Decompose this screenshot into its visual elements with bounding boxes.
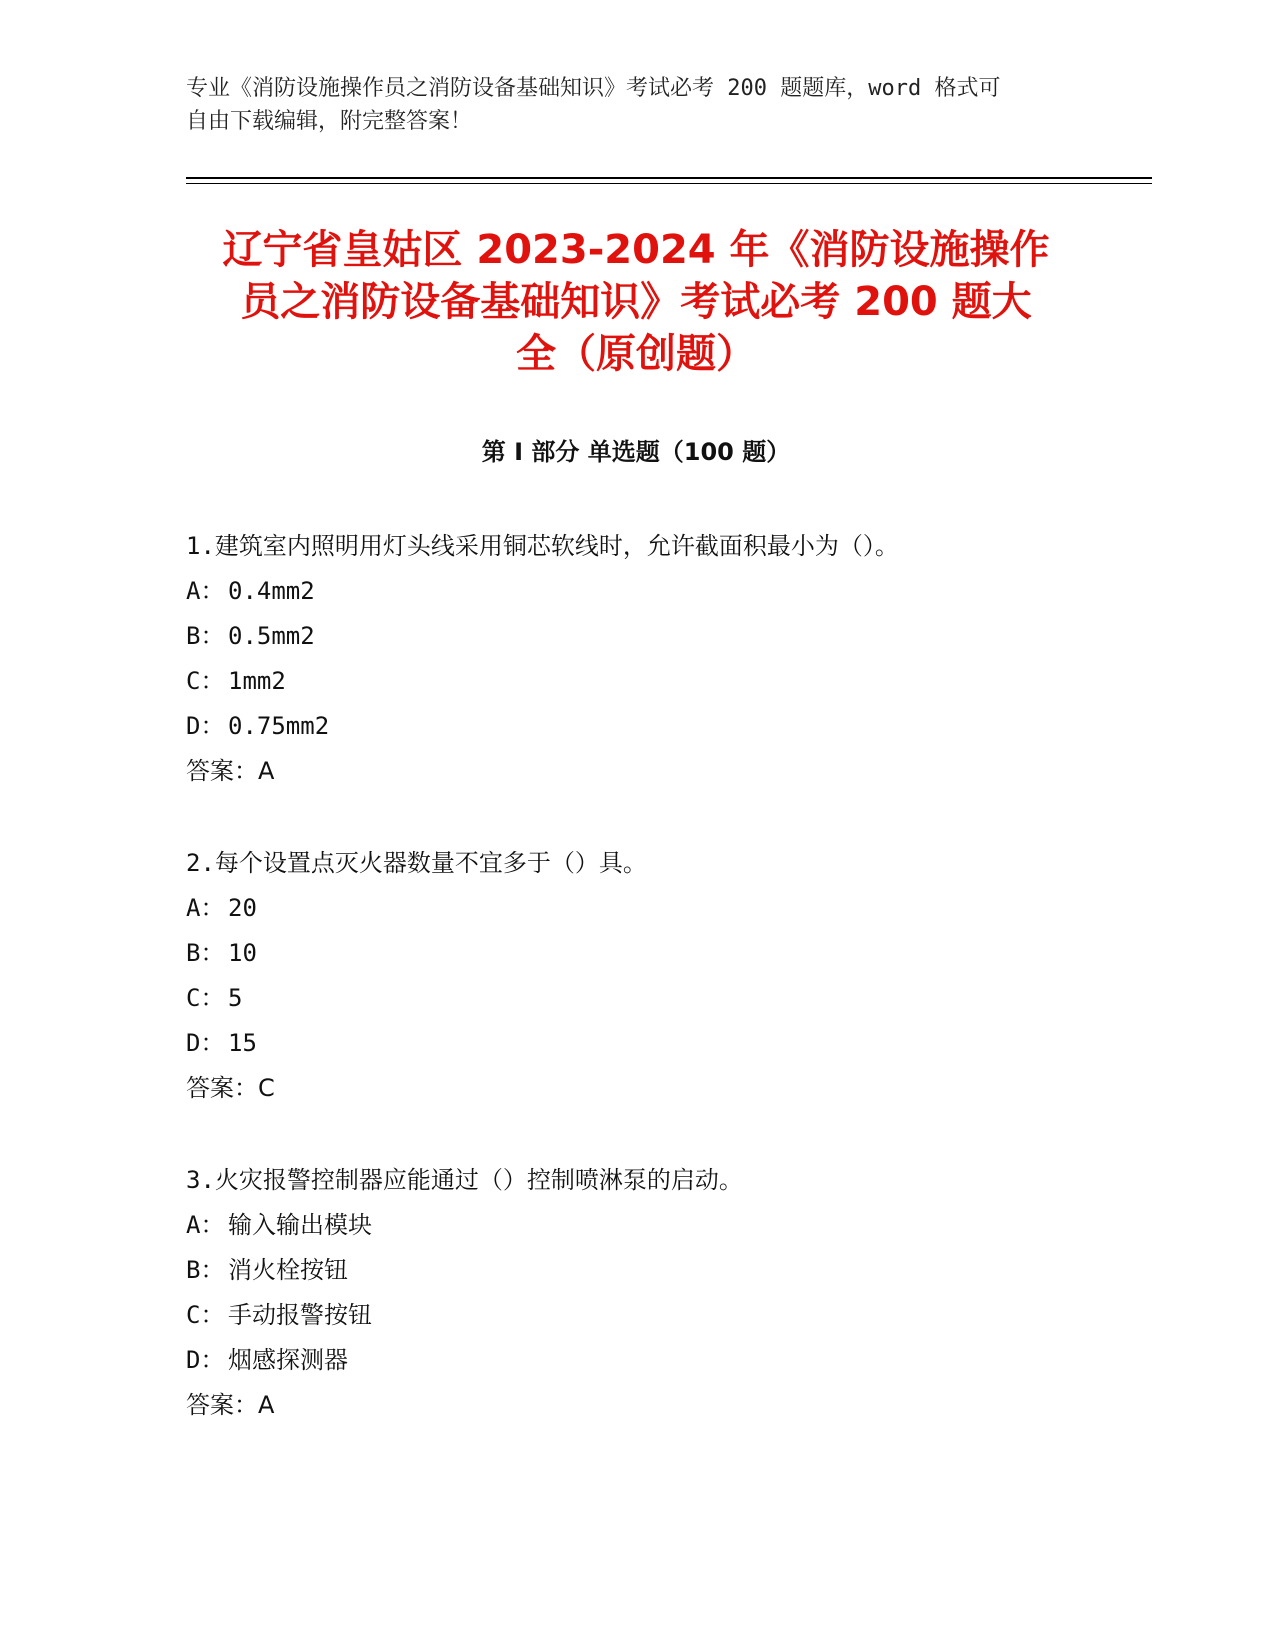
option-c <box>186 659 1146 704</box>
divider-thin-line <box>186 183 1152 184</box>
answer: 答案：A <box>186 757 275 785</box>
option-key: B： <box>186 1256 225 1284</box>
option-value: 手动报警按钮 <box>228 1301 372 1329</box>
document-title <box>186 224 1086 380</box>
option-value: 20 <box>228 894 257 922</box>
option-value: 烟感探测器 <box>228 1346 348 1374</box>
option-d <box>186 1338 1146 1383</box>
option-d <box>186 1021 1146 1066</box>
answer: 答案：A <box>186 1391 275 1419</box>
header-note-line-2: 自由下载编辑，附完整答案！ <box>186 109 473 134</box>
option-b <box>186 614 1146 659</box>
option-value: 消火栓按钮 <box>228 1256 348 1284</box>
option-key: B： <box>186 622 225 650</box>
option-key: A： <box>186 1211 225 1239</box>
divider-thick-line <box>186 177 1152 179</box>
option-value: 0.75mm2 <box>228 712 330 740</box>
option-key: B： <box>186 939 225 967</box>
option-a <box>186 1203 1146 1248</box>
option-b <box>186 1248 1146 1293</box>
option-a <box>186 886 1146 931</box>
question-text: 1.建筑室内照明用灯头线采用铜芯软线时，允许截面积最小为（）。 <box>186 532 899 560</box>
option-key: C： <box>186 1301 225 1329</box>
title-line-1: 辽宁省皇姑区 2023-2024 年《消防设施操作 <box>222 227 1050 273</box>
option-d <box>186 704 1146 749</box>
option-value: 0.5mm2 <box>228 622 315 650</box>
option-key: A： <box>186 894 225 922</box>
question-1 <box>186 524 1146 794</box>
option-c <box>186 1293 1146 1338</box>
question-3 <box>186 1158 1146 1428</box>
answer: 答案：C <box>186 1074 275 1102</box>
option-value: 15 <box>228 1029 257 1057</box>
question-text: 3.火灾报警控制器应能通过（）控制喷淋泵的启动。 <box>186 1166 743 1194</box>
option-key: A： <box>186 577 225 605</box>
title-line-2: 员之消防设备基础知识》考试必考 200 题大 <box>240 279 1032 325</box>
option-value: 1mm2 <box>228 667 286 695</box>
option-value: 10 <box>228 939 257 967</box>
header-note-line-1: 专业《消防设施操作员之消防设备基础知识》考试必考 200 题题库，word 格式可 <box>186 76 1001 101</box>
option-a <box>186 569 1146 614</box>
header-note <box>186 72 1086 138</box>
option-key: D： <box>186 712 225 740</box>
option-value: 0.4mm2 <box>228 577 315 605</box>
section-title: 第 I 部分 单选题（100 题） <box>481 438 791 466</box>
option-key: C： <box>186 984 225 1012</box>
option-key: D： <box>186 1029 225 1057</box>
title-line-3: 全（原创题） <box>516 331 756 377</box>
option-b <box>186 931 1146 976</box>
option-value: 输入输出模块 <box>228 1211 372 1239</box>
option-key: C： <box>186 667 225 695</box>
question-text: 2.每个设置点灭火器数量不宜多于（）具。 <box>186 849 647 877</box>
option-value: 5 <box>228 984 243 1012</box>
question-2 <box>186 841 1146 1111</box>
header-divider <box>186 177 1152 184</box>
option-key: D： <box>186 1346 225 1374</box>
option-c <box>186 976 1146 1021</box>
